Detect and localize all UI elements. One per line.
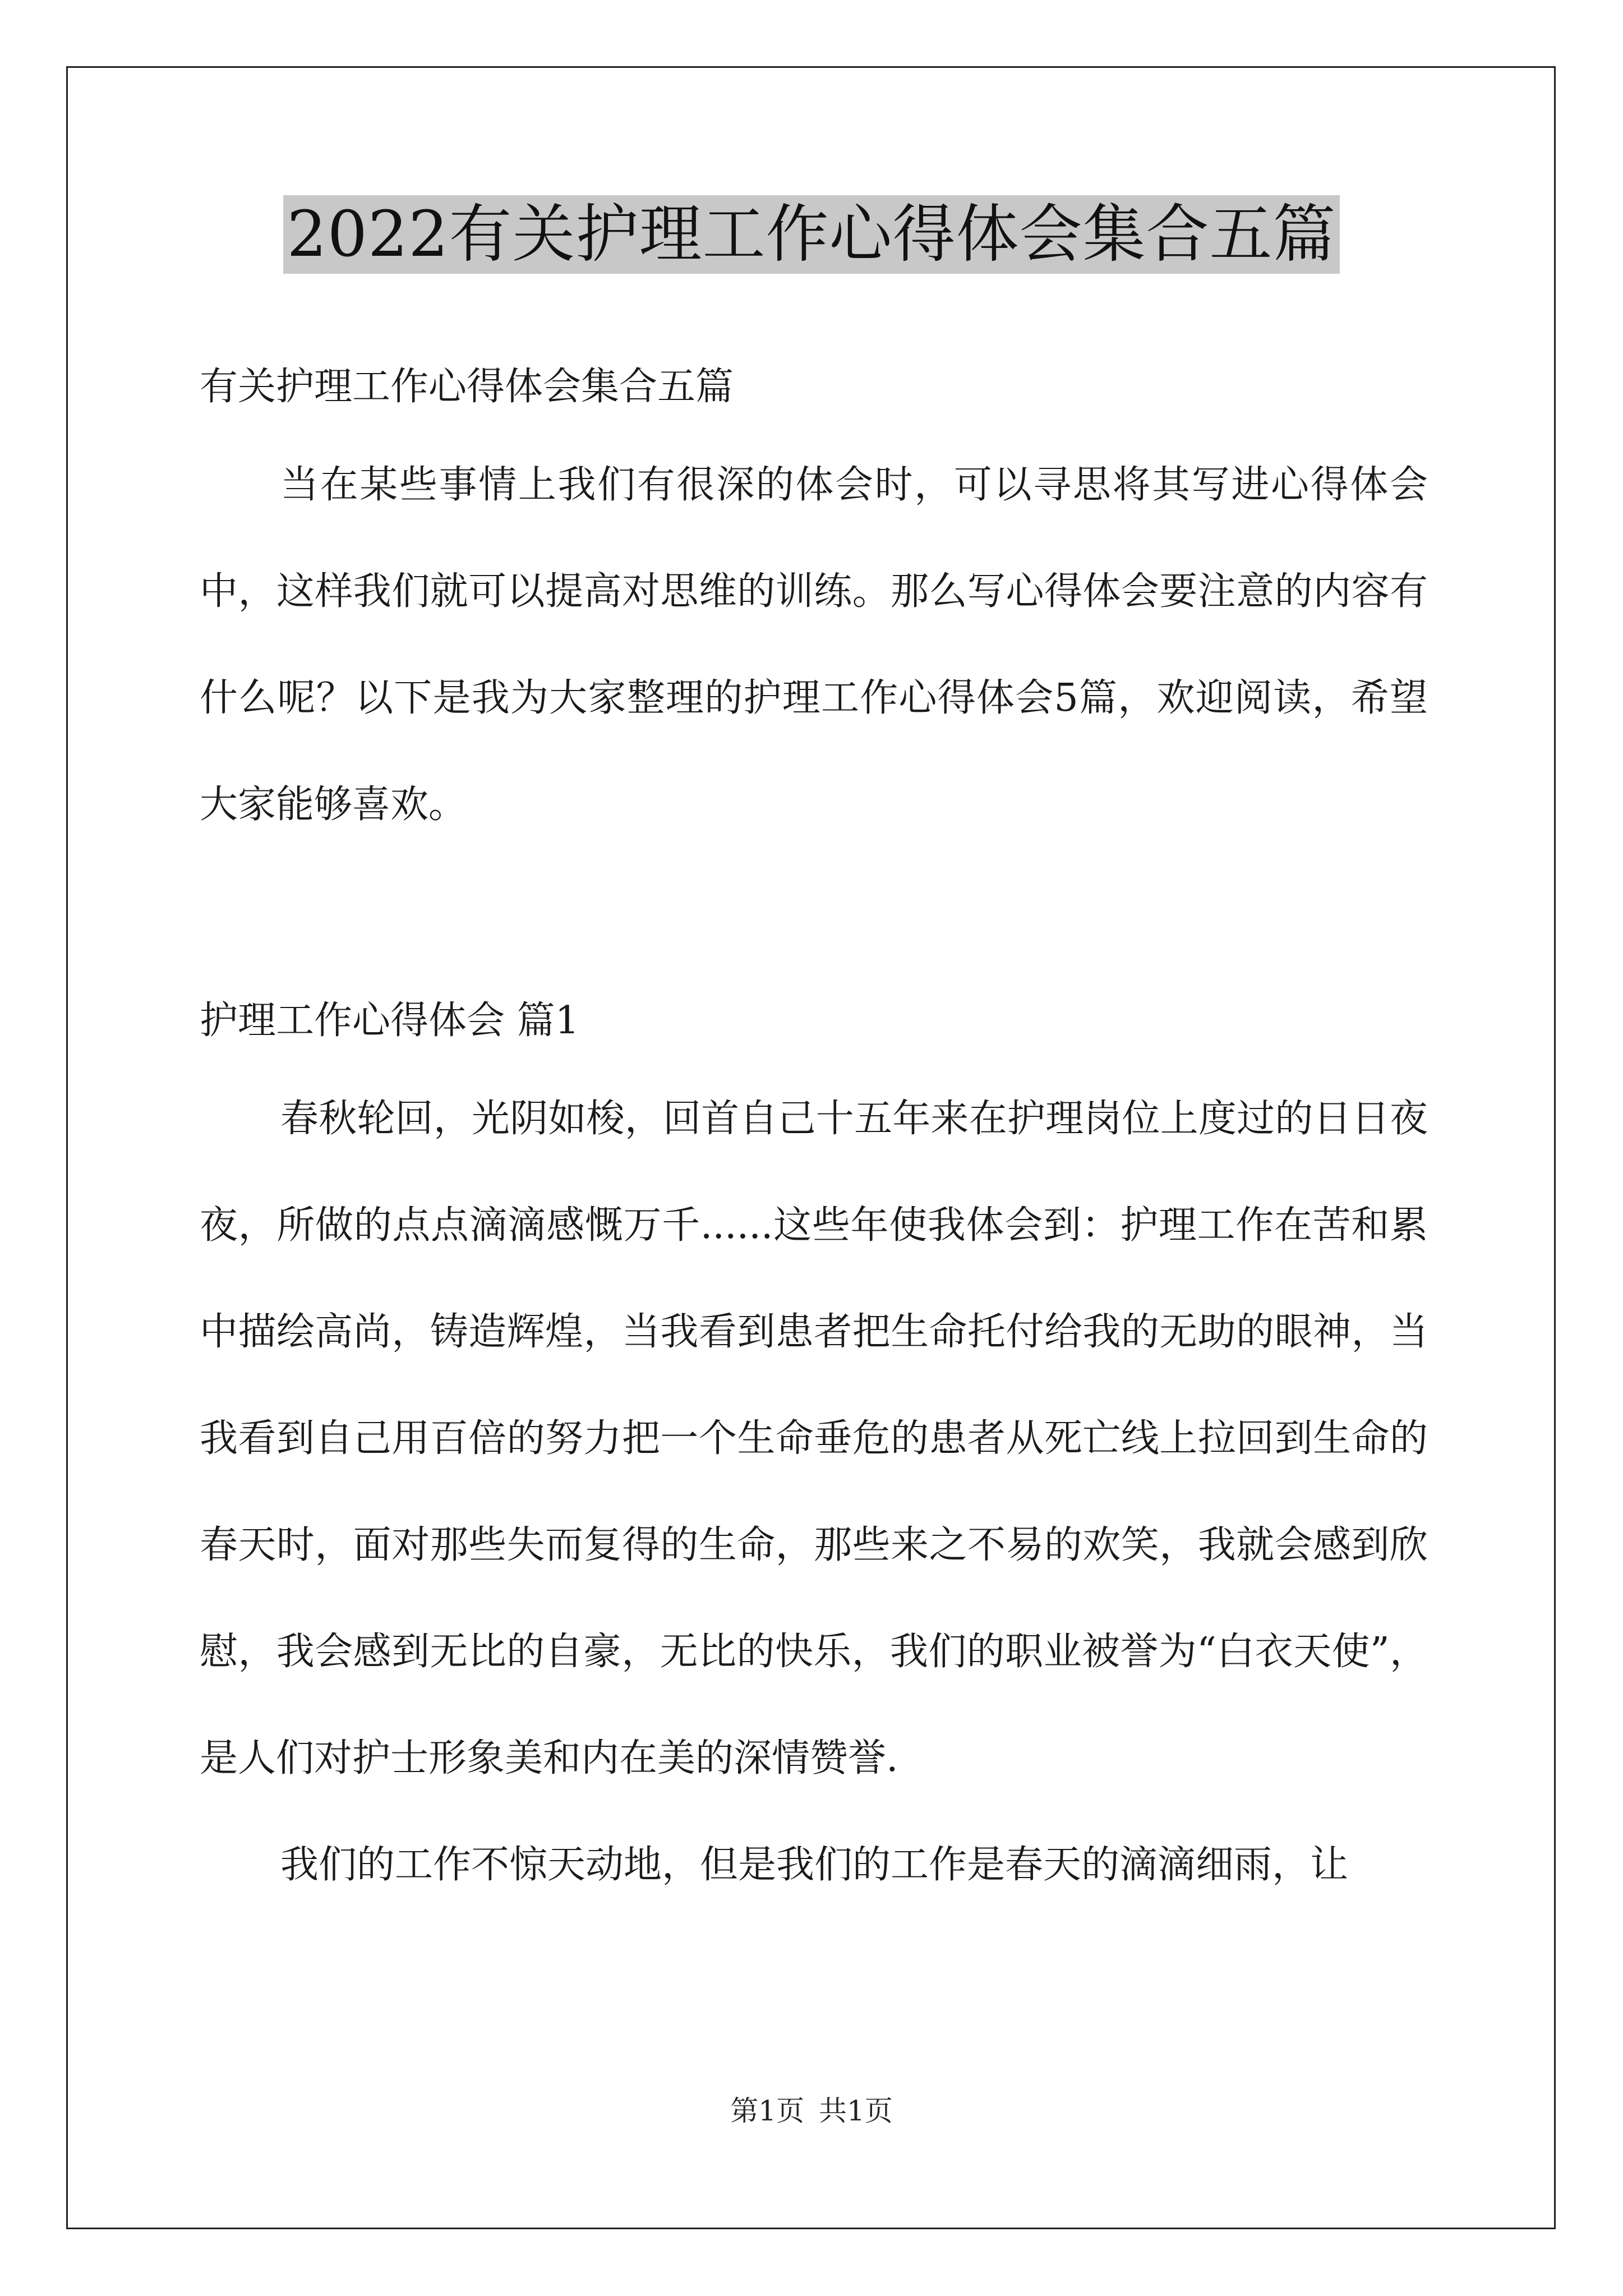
document-subtitle-block <box>200 359 1428 415</box>
document-title: 2022有关护理工作心得体会集合五篇 <box>283 195 1339 274</box>
document-subtitle: 有关护理工作心得体会集合五篇 <box>200 365 734 409</box>
section-heading-block <box>200 993 1428 1049</box>
intro-paragraph: 当在某些事情上我们有很深的体会时，可以寻思将其写进心得体会中，这样我们就可以提高对思维的训练。那么写心得体会要注意的内容有什么呢？以下是我为大家整理的护理工作心得体会5篇，欢迎阅读，希望大家能够喜欢。 <box>200 463 1428 827</box>
section-body <box>200 1066 1428 1918</box>
section-paragraph-1: 春秋轮回，光阴如梭，回首自己十五年来在护理岗位上度过的日日夜夜，所做的点点滴滴感慨万千......这些年使我体会到：护理工作在苦和累中描绘高尚，铸造辉煌，当我看到患者把生命托付给我的无助的眼神，当我看到自己用百倍的努力把一个生命垂危的患者从死亡线上拉回到生命的春天时，面对那些失而复得的生命，那些来之不易的欢笑，我就会感到欣慰，我会感到无比的自豪，无比的快乐，我们的职业被誉为“白衣天使”，是人们对护士形象美和内在美的深情赞誉. <box>200 1097 1428 1780</box>
section-heading: 护理工作心得体会 篇1 <box>200 999 579 1043</box>
intro-block <box>200 432 1428 858</box>
section-paragraph-2: 我们的工作不惊天动地，但是我们的工作是春天的滴滴细雨，让 <box>280 1843 1349 1887</box>
page-footer: 第1页 共1页 <box>730 2095 893 2127</box>
title-container <box>0 195 1623 274</box>
